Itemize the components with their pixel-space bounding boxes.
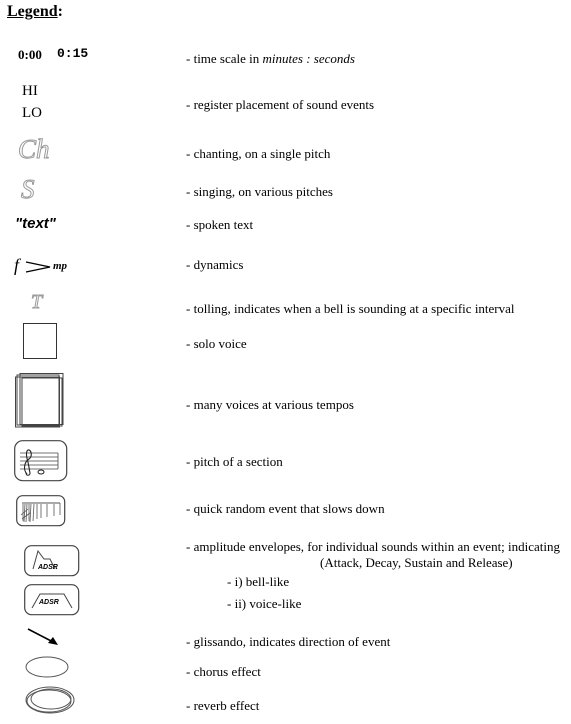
desc-dynamics: - dynamics	[186, 257, 244, 272]
register-lo-symbol: LO	[22, 105, 42, 121]
legend-title: Legend:	[7, 3, 63, 20]
solo-voice-box-icon	[23, 323, 57, 359]
desc-amplitude: - amplitude envelopes, for individual sounds within an event; indicating	[186, 539, 561, 554]
adsr-bell-envelope-icon	[24, 545, 80, 577]
spoken-text-symbol: "text"	[15, 215, 56, 232]
desc-chanting: - chanting, on a single pitch	[186, 146, 331, 161]
toll-symbol: T	[31, 291, 43, 313]
desc-many: - many voices at various tempos	[186, 397, 354, 412]
glissando-arrow-icon	[28, 628, 60, 648]
chorus-ellipse-icon	[25, 656, 71, 680]
reverb-ellipses-icon	[24, 685, 78, 719]
adsr-bell-label: ADSR	[38, 564, 58, 571]
register-hi-symbol: HI	[22, 83, 38, 99]
desc-pitch: - pitch of a section	[186, 454, 283, 469]
desc-random: - quick random event that slows down	[186, 501, 385, 516]
desc-reverb: - reverb effect	[186, 698, 260, 713]
desc-bell: - i) bell-like	[227, 574, 290, 589]
desc-glissando: - glissando, indicates direction of event	[186, 634, 391, 649]
many-voices-box-icon	[15, 373, 65, 429]
dynamic-forte: f	[14, 255, 20, 275]
desc-tolling: - tolling, indicates when a bell is sounding at a specific interval	[186, 301, 515, 316]
chant-symbol: Ch	[18, 134, 50, 164]
time-end-symbol: 0:15	[57, 46, 89, 61]
pitch-staff-icon	[14, 440, 68, 482]
adsr-voice-label: ADSR	[39, 599, 59, 606]
sing-symbol: S	[21, 174, 35, 204]
dynamic-mezzopiano: mp	[53, 260, 68, 272]
decrescendo-icon	[26, 261, 52, 273]
desc-chorus: - chorus effect	[186, 664, 261, 679]
desc-singing: - singing, on various pitches	[186, 184, 333, 199]
random-event-icon	[16, 495, 66, 527]
desc-time-scale: - time scale in minutes : seconds	[186, 51, 355, 66]
desc-voice: - ii) voice-like	[227, 596, 302, 611]
desc-spoken: - spoken text	[186, 217, 254, 232]
time-start-symbol: 0:00	[18, 47, 42, 62]
desc-register: - register placement of sound events	[186, 97, 375, 112]
desc-solo: - solo voice	[186, 336, 247, 351]
dynamics-symbol	[14, 255, 84, 279]
desc-adsr-note: (Attack, Decay, Sustain and Release)	[320, 555, 513, 570]
